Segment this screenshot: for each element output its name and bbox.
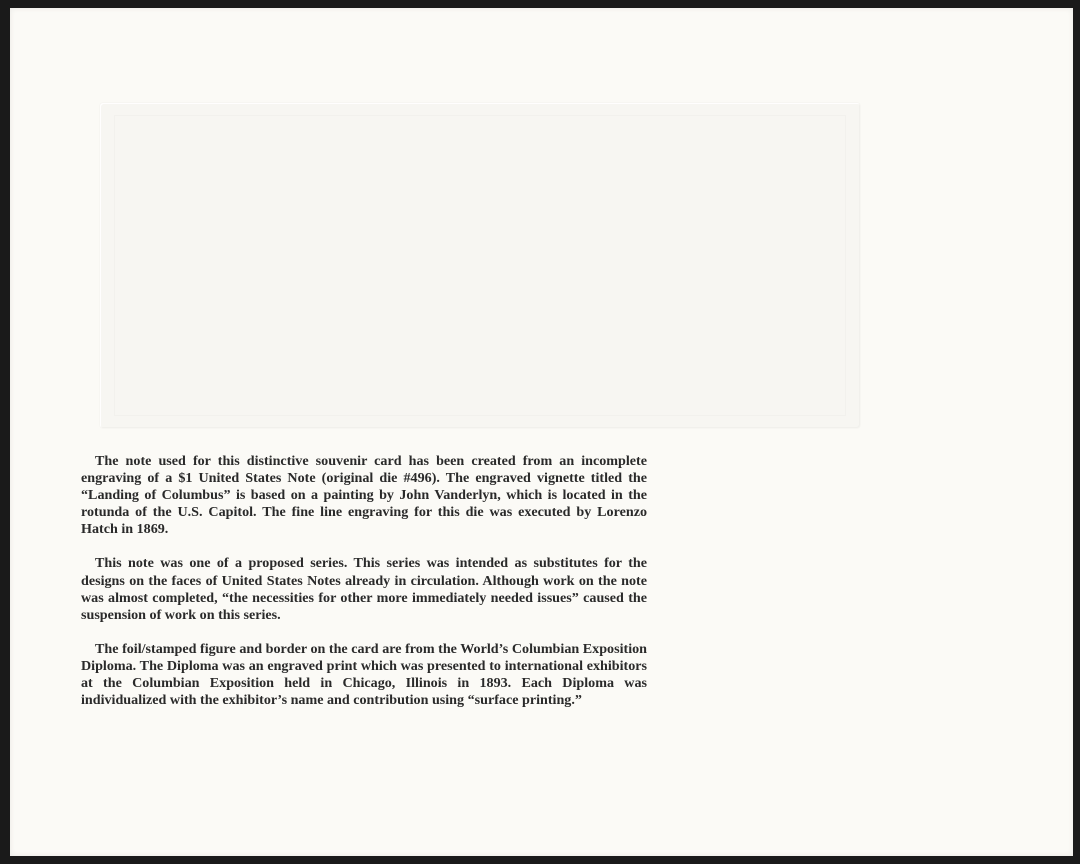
paragraph-note-origin: The note used for this distinctive souvenir card has been created from an incomplete engraving of a $1 United States Note (original die #496). The engraved vignette titled the “Landing of Columbus” is based on a painting by John Vanderlyn, which is located in the rotunda of the U.S. Capitol. The fine line engraving for this die was executed by Lorenzo Hatch in 1869. xyxy=(81,453,647,538)
paragraph-foil-figure: The foil/stamped figure and border on the card are from the World’s Columbian Exposition Diploma. The Diploma was an engraved print which was presented to international exhibitors at the Columbian Exposition held in Chicago, Illinois in 1893. Each Diploma was individualized with the exhibitor’s name and contribution using “surface printing.” xyxy=(81,640,647,709)
paragraph-proposed-series: This note was one of a proposed series. This series was intended as substitutes for the designs on the faces of United States Notes already in circulation. Although work on the note was almost completed, “the necessities for other more immediately needed issues” caused the suspension of work on this series. xyxy=(81,555,647,623)
souvenir-card xyxy=(10,8,1073,856)
description-text-block xyxy=(81,453,647,726)
embossed-note-impression xyxy=(100,103,860,428)
embossed-border xyxy=(114,115,846,416)
